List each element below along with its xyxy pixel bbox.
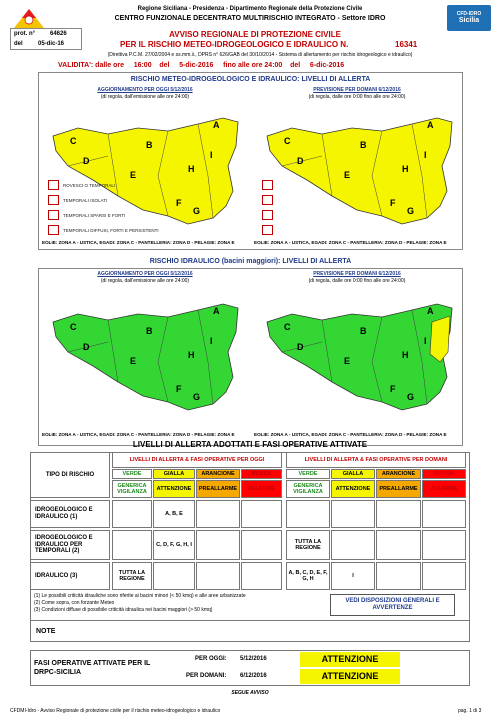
legend-item-sparsi: TEMPORALI SPARSI E FORTI (48, 210, 125, 220)
s2-right-sub: (di regola, dalle ore 0:00 fino alle ore 24:00) (308, 278, 406, 284)
s2-left-sub: (di regola, dall'emissione alle ore 24:00) (100, 278, 190, 284)
prot-value: 64626 (50, 31, 67, 37)
map-meteo-domani (262, 106, 462, 234)
note-2: (2) Come sopra, con forzante Meteo (34, 599, 115, 606)
oggi-header: LIVELLI DI ALLERTA & FASI OPERATIVE PER OGGI (112, 452, 282, 468)
oggi-phase-allarme: ALLARME (241, 480, 282, 498)
fasi-oggi-date: 5/12/2016 (240, 656, 267, 662)
footer-page: pag. 1 di 3 (458, 708, 482, 714)
zone-label-f: F (176, 198, 182, 208)
zone-label-c: C (70, 322, 77, 332)
legend-item-sparsi-2 (262, 210, 273, 220)
sicily-landmass (53, 304, 238, 410)
r0-oggi-gialla: A, B, E (153, 500, 195, 528)
r1-domani-gialla (331, 530, 375, 560)
zone-label-i: I (210, 336, 213, 346)
zone-label-g: G (407, 206, 415, 216)
domani-phase-preallarme: PREALLARME (376, 480, 421, 498)
s2-right-title: PREVISIONE PER DOMANI 6/12/2016 (313, 271, 401, 277)
sicily-map (262, 106, 462, 234)
domani-level-rossa: ROSSA (422, 469, 466, 479)
zone-label-f: F (176, 384, 182, 394)
r2-oggi-arancione (196, 562, 240, 590)
oggi-level-gialla: GIALLA (153, 469, 195, 479)
fasi-label: FASI OPERATIVE ATTIVATE PER IL DRPC-SICILIA (34, 660, 151, 676)
directive-text: (Direttiva P.C.M. 27/02/2004 e ss.mm.ii., DPRS n° 626/GAB del 30/10/2014 - Sistema di allertamento per rischio idrogeologico e idraulico) (107, 52, 413, 58)
section2-title: RISCHIO IDRAULICO (bacini maggiori): LIVELLI DI ALLERTA (149, 258, 352, 265)
oggi-phase-attenzione: ATTENZIONE (153, 480, 195, 498)
oggi-phase-preallarme: PREALLARME (196, 480, 240, 498)
s2-left-title: AGGIORNAMENTO PER OGGI 5/12/2016 (97, 271, 193, 277)
title-line-2: PER IL RISCHIO METEO-IDROGEOLOGICO E IDRAULICO N. (120, 40, 349, 49)
legend-item-diffusi: TEMPORALI DIFFUSI, FORTI E PERSISTENTI (48, 225, 159, 235)
r1-domani-verde: TUTTA LA REGIONE (286, 530, 330, 560)
rain-storm-icon (48, 180, 59, 190)
oggi-level-verde: VERDE (112, 469, 152, 479)
zone-label-g: G (193, 206, 201, 216)
legend-item-rovesci: ROVESCI O TEMPORALI (48, 180, 115, 190)
oggi-phase-vigilanza: GENERICA VIGILANZA (112, 480, 152, 498)
zone-label-a: A (213, 306, 220, 316)
s1-left-title: AGGIORNAMENTO PER OGGI 5/12/2016 (97, 87, 193, 93)
title-line-1: AVVISO REGIONALE DI PROTEZIONE CIVILE (169, 30, 341, 39)
fasi-domani-value: ATTENZIONE (300, 669, 400, 684)
zone-label-d: D (297, 342, 304, 352)
domani-level-arancione: ARANCIONE (376, 469, 421, 479)
domani-phase-allarme: ALLARME (422, 480, 466, 498)
legend-item-rovesci-2 (262, 180, 273, 190)
vedi-disposizioni-button[interactable]: VEDI DISPOSIZIONI GENERALI E AVVERTENZE (330, 594, 455, 616)
zone-label-b: B (360, 140, 367, 150)
zone-label-b: B (146, 326, 153, 336)
del-label: del (14, 41, 23, 47)
r2-oggi-gialla (153, 562, 195, 590)
zone-label-e: E (130, 356, 137, 366)
s1-left-sub: (di regola, dall'emissione alle ore 24:00) (100, 94, 190, 100)
zone-label-i: I (424, 150, 427, 160)
r0-domani-verde (286, 500, 330, 528)
note-3: (3) Condizioni diffuse di possibile criticità idraulica nei bacini maggiori (> 50 kmq) (34, 606, 213, 613)
r1-oggi-verde (112, 530, 152, 560)
zone-label-e: E (344, 170, 351, 180)
s1-footer-left: EOLIE: ZONA A - USTICA, EGADI: ZONA C - PANTELLERIA: ZONA D - PELAGIE: ZONA E (42, 240, 235, 245)
zone-label-i: I (210, 150, 213, 160)
zone-label-h: H (402, 164, 409, 174)
r0-oggi-arancione (196, 500, 240, 528)
org-line-2: CENTRO FUNZIONALE DECENTRATO MULTIRISCHIO INTEGRATO - Settore IDRO (114, 15, 386, 22)
sicily-landmass (267, 304, 452, 410)
r0-oggi-rossa (241, 500, 282, 528)
r2-oggi-rossa (241, 562, 282, 590)
zone-label-a: A (213, 120, 220, 130)
widespread-storm-icon (48, 225, 59, 235)
zone-label-g: G (193, 392, 201, 402)
oggi-level-arancione: ARANCIONE (196, 469, 240, 479)
legend-item-diffusi-2 (262, 225, 273, 235)
col-tipo-header: TIPO DI RISCHIO (30, 452, 110, 498)
zone-label-e: E (130, 170, 137, 180)
fasi-oggi-value: ATTENZIONE (300, 652, 400, 667)
domani-phase-vigilanza: GENERICA VIGILANZA (286, 480, 330, 498)
note-label: NOTE (36, 628, 56, 635)
avviso-number: 16341 (395, 40, 418, 49)
legend-item-isolati: TEMPORALI ISOLATI (48, 195, 107, 205)
sicily-map (262, 292, 462, 420)
row-label-idraulico: IDRAULICO (3) (30, 562, 110, 590)
s1-right-sub: (di regola, dalle ore 0:00 fino alle ore 24:00) (308, 94, 406, 100)
row-label-idrogeologico: IDROGEOLOGICO E IDRAULICO (1) (30, 500, 110, 528)
zone-label-g: G (407, 392, 415, 402)
zone-label-a: A (427, 120, 434, 130)
zone-i-highlight (430, 316, 450, 362)
note-box (30, 620, 470, 642)
s2-footer-left: EOLIE: ZONA A - USTICA, EGADI: ZONA C - PANTELLERIA: ZONA D - PELAGIE: ZONA E (42, 432, 235, 437)
org-line-1: Regione Siciliana - Presidenza - Dipartimento Regionale della Protezione Civile (137, 6, 363, 12)
zone-label-f: F (390, 198, 396, 208)
domani-level-gialla: GIALLA (331, 469, 375, 479)
r2-oggi-verde: TUTTA LA REGIONE (112, 562, 152, 590)
zone-label-i: I (424, 336, 427, 346)
r1-oggi-gialla: C, D, F, G, H, I (153, 530, 195, 560)
domani-level-verde: VERDE (286, 469, 330, 479)
r1-domani-arancione (376, 530, 421, 560)
notes-block (34, 593, 304, 613)
cfd-idro-logo: CFD-IDRO Sicilia (447, 5, 491, 31)
zone-label-a: A (427, 306, 434, 316)
table-title: LIVELLI DI ALLERTA ADOTTATI E FASI OPERATIVE ATTIVATE (132, 440, 368, 449)
zone-label-e: E (344, 356, 351, 366)
r2-domani-rossa (422, 562, 466, 590)
zone-label-c: C (284, 322, 291, 332)
zone-label-d: D (297, 156, 304, 166)
s1-footer-right: EOLIE: ZONA A - USTICA, EGADI: ZONA C - PANTELLERIA: ZONA D - PELAGIE: ZONA E (254, 240, 447, 245)
sicily-landmass (53, 118, 238, 224)
isolated-storm-icon (48, 195, 59, 205)
widespread-storm-icon (262, 225, 273, 235)
zone-label-c: C (284, 136, 291, 146)
r0-domani-arancione (376, 500, 421, 528)
domani-header: LIVELLI DI ALLERTA & FASI OPERATIVE PER DOMANI (286, 452, 466, 468)
s2-footer-right: EOLIE: ZONA A - USTICA, EGADI: ZONA C - PANTELLERIA: ZONA D - PELAGIE: ZONA E (254, 432, 447, 437)
zone-label-d: D (83, 342, 90, 352)
r2-domani-verde: A, B, C, D, E, F, G, H (286, 562, 330, 590)
fasi-oggi-label: PER OGGI: (195, 656, 227, 662)
zone-label-h: H (188, 164, 195, 174)
section1-title: RISCHIO METEO-IDROGEOLOGICO E IDRAULICO: LIVELLI DI ALLERTA (130, 76, 371, 83)
row-label-temporali: IDROGEOLOGICO E IDRAULICO PER TEMPORALI (2) (30, 530, 110, 560)
r2-domani-arancione (376, 562, 421, 590)
map-idraulico-oggi (48, 292, 248, 420)
zone-label-b: B (146, 140, 153, 150)
sicily-landmass (267, 118, 452, 224)
zone-label-h: H (402, 350, 409, 360)
r2-domani-gialla: I (331, 562, 375, 590)
fasi-domani-label: PER DOMANI: (186, 673, 227, 679)
scattered-storm-icon (262, 210, 273, 220)
r0-domani-gialla (331, 500, 375, 528)
legend-item-isolati-2 (262, 195, 273, 205)
note-1: (1) Le possibili criticità idrauliche sono riferite ai bacini minori (< 50 kmq) e alle aree urbanizzate (34, 593, 246, 599)
map-idraulico-domani (262, 292, 462, 420)
zone-label-f: F (390, 384, 396, 394)
oggi-level-rossa: ROSSA (241, 469, 282, 479)
segue-avviso: SEGUE AVVISO (231, 690, 269, 696)
scattered-storm-icon (48, 210, 59, 220)
zone-label-b: B (360, 326, 367, 336)
r1-oggi-arancione (196, 530, 240, 560)
validity-line: VALIDITA': dalle ore 16:00 del 5-dic-2016 fino alle ore 24:00 del 6-dic-2016 (58, 62, 345, 69)
zone-label-h: H (188, 350, 195, 360)
prot-label: prot. n° (14, 31, 36, 37)
footer-left: CFDMI-Idro - Avviso Regionale di protezione civile per il rischio meteo-idrogeologico e idraulico (10, 708, 221, 714)
zone-label-c: C (70, 136, 77, 146)
r0-domani-rossa (422, 500, 466, 528)
del-value: 05-dic-16 (38, 41, 65, 47)
r1-domani-rossa (422, 530, 466, 560)
r1-oggi-rossa (241, 530, 282, 560)
r0-oggi-verde (112, 500, 152, 528)
domani-phase-attenzione: ATTENZIONE (331, 480, 375, 498)
isolated-storm-icon (262, 195, 273, 205)
rain-storm-icon (262, 180, 273, 190)
zone-label-d: D (83, 156, 90, 166)
s1-right-title: PREVISIONE PER DOMANI 6/12/2016 (313, 87, 401, 93)
fasi-domani-date: 6/12/2016 (240, 673, 267, 679)
sicily-map (48, 292, 248, 420)
